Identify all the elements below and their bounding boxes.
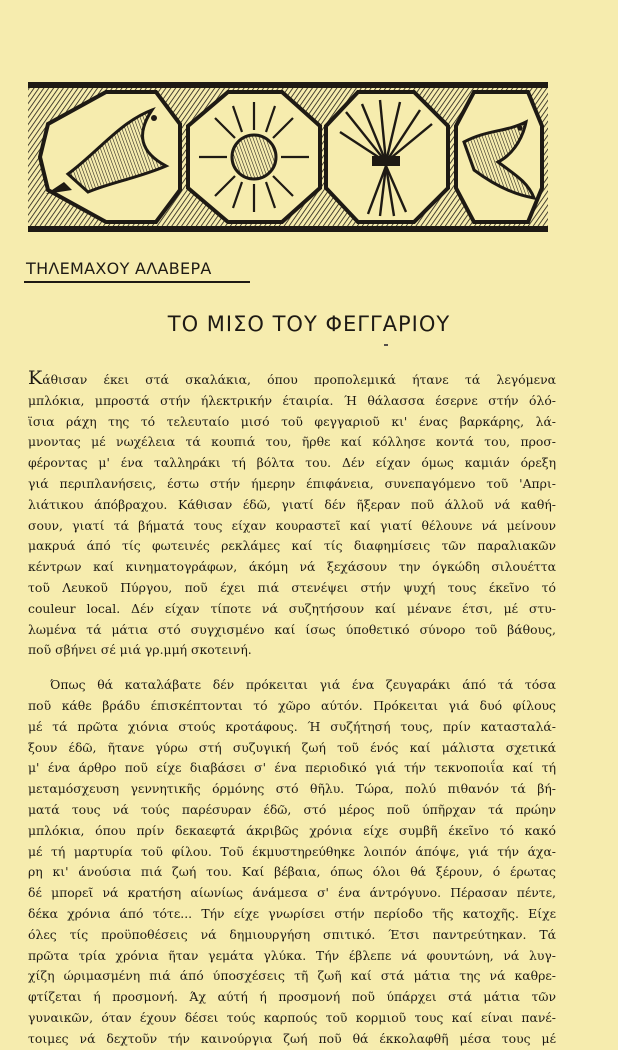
text-line: τοῦ Λευκοῦ Πύργου, ποῦ έχει πιά στενέψει στήν ψυχή τους έκεῖνο τό [28,579,556,595]
text-line: μνοντας μέ νωχέλεια τά κουπιά του, ῆρθε καί κόλλησε κοντά του, προσ- [28,434,556,450]
dove-icon [456,92,542,222]
text-line: σουν, γιατί τά βήματά τους είχαν κουραστεῖ καί γιατί θέλουνε νά μείνουν [28,517,556,533]
text-line: ϊσια ράχη της τό τελευταίο μισό τοῦ φεγγαριοῦ κι' ένας βαρκάρης, λά- [28,413,556,429]
text-line: λωμένα τά μάτια στό συγχισμένο καί ίσως ύποθετικό σύνορο τοῦ βάθους, [28,621,556,637]
text-line: ματά τους νά τούς παρέσυραν έδῶ, στό μέρος ποῦ ύπῆρχαν τά πρώην [28,801,556,817]
text-line: Κάθισαν έκει στά σκαλάκια, όπου προπολεμικά ήτανε τά λεγόμενα [28,368,556,389]
text-line: λιάτικου άπόβραχου. Κάθισαν έδῶ, γιατί δέν ῆξεραν ποῦ άλλοῦ νά καθή- [28,496,556,512]
text-line: μ' ένα άρθρο ποῦ είχε διαβάσει σ' ένα περιοδικό γιά τήν τεκνοποιΐα καί τή [28,760,556,776]
title-mark [384,344,388,346]
text-line: ποῦ σβήνει σέ μιά γρ.μμή σκοτεινή. [28,642,252,658]
text-line: δέκα χρόνια άπό τότε... Τήν είχε γνωρίσει στήν περίοδο τῆς κατοχῆς. Είχε [28,905,556,921]
author-underline [24,281,250,283]
drop-cap: Κ [28,368,43,389]
paragraph-1 [28,368,556,661]
woodcut-ornament [28,82,548,232]
story-body [28,368,556,1050]
text-line: μπλόκια, μπροστά στήν ήλεκτρικήν έταιρία. Ή θάλασσα έσερνε στήν όλό- [28,392,556,408]
text-line: φέροντας μ' ένα ταλληράκι τή βόλτα του. Δέν είχαν όμως καμιάν όρεξη [28,455,556,471]
text-line: γιά περιπλανήσεις, έστω στήν ήμερην έπιφάνεια, συνεπαγόμενο τοῦ 'Απρι- [28,475,556,491]
text-line: ρη κι' άνούσια πιά ζωή του. Καί βέβαια, όπως όλοι θά ξέρουν, ό έρωτας [28,864,556,880]
sun-icon [188,92,320,222]
text-line: μπλόκια, όπου πρίν δεκαεφτά άκριβῶς χρόνια είχε συμβῆ έκεῖνο τό κακό [28,822,556,838]
text-line: κέντρων καί κινηματογράφων, άκόμη νά ξεχάσουν την όγκώδη σιλουέττα [28,559,556,575]
text-line: μακρυά άπό τίς φωτεινές ρεκλάμες καί τίς διαφημίσεις τῶν παραλιακῶν [28,538,556,554]
text-line: Όπως θά καταλάβατε δέν πρόκειται γιά ένα ζευγαράκι άπό τά τόσα [50,677,556,693]
text-line: ξουν έδῶ, ῆτανε γύρω στή συζυγική ζωή τοῦ ένός καί μάλιστα σχετικά [28,739,556,755]
text-line: γυναικῶν, όταν έχουν δέσει τούς καρπούς τοῦ κορμιοῦ τους καί είναι πανέ- [28,1009,556,1025]
author-name: ΤΗΛΕΜΑΧΟΥ ΑΛΑΒΕΡΑ [26,259,212,278]
text-line: μέ τή μαρτυρία τοῦ φίλου. Τοῦ έκμυστηρεύθηκε λοιπόν άπόψε, γιά τήν άχα- [28,843,556,859]
story-title: ΤΟ ΜΙΣΟ ΤΟΥ ΦΕΓΓΑΡΙΟΥ [167,312,451,336]
text-line: τοιμες νά δεχτοῦν τήν καινούργια ζωή ποῦ θά έκκολαφθῆ μέσα τους μέ [28,1030,556,1046]
wheat-sheaf-icon [326,92,448,222]
text-line: πρῶτα τρία χρόνια ῆταν γεμάτα γλύκα. Τήν έβλεπε νά φουντώνη, νά λυγ- [28,947,556,963]
text-line: χίζη ώριμασμένη πιά άπό ύποσχέσεις τῆ ζωῆ καί στά μάτια της νά καθρε- [28,968,556,984]
text-line: φτίζεται ή προσμονή. Άχ αύτή ή προσμονή ποῦ ύπάρχει στά μάτια τῶν [28,989,556,1005]
text-line: μεταμόσχευση γεννητικῆς όρμόνης στό θῆλυ. Τώρα, πολύ πιθανόν τά βή- [28,781,556,797]
text-line: όλες τίς προϋποθέσεις νά δημιουργήση σπιτικό. Έτσι παντρεύτηκαν. Τά [28,926,556,942]
paragraph-2 [28,675,556,1049]
text-line: couleur local. Δέν είχαν τίποτε νά συζητήσουν καί μένανε έτσι, μέ στυ- [28,600,556,616]
text-line: μέ τά πρῶτα χιόνια στούς κροτάφους. Ή συζήτησή τους, πρίν κατασταλά- [28,718,556,734]
text-line: ποῦ κάθε βράδυ έπισκέπτονται τό χῶρο αύτόν. Πρόκειται γιά δυό φίλους [28,697,556,713]
text-line: δέ μπορεῖ νά κρατήση αίωνίως άνάμεσα σ' ένα άντρόγυνο. Πέρασαν πέντε, [28,885,556,901]
